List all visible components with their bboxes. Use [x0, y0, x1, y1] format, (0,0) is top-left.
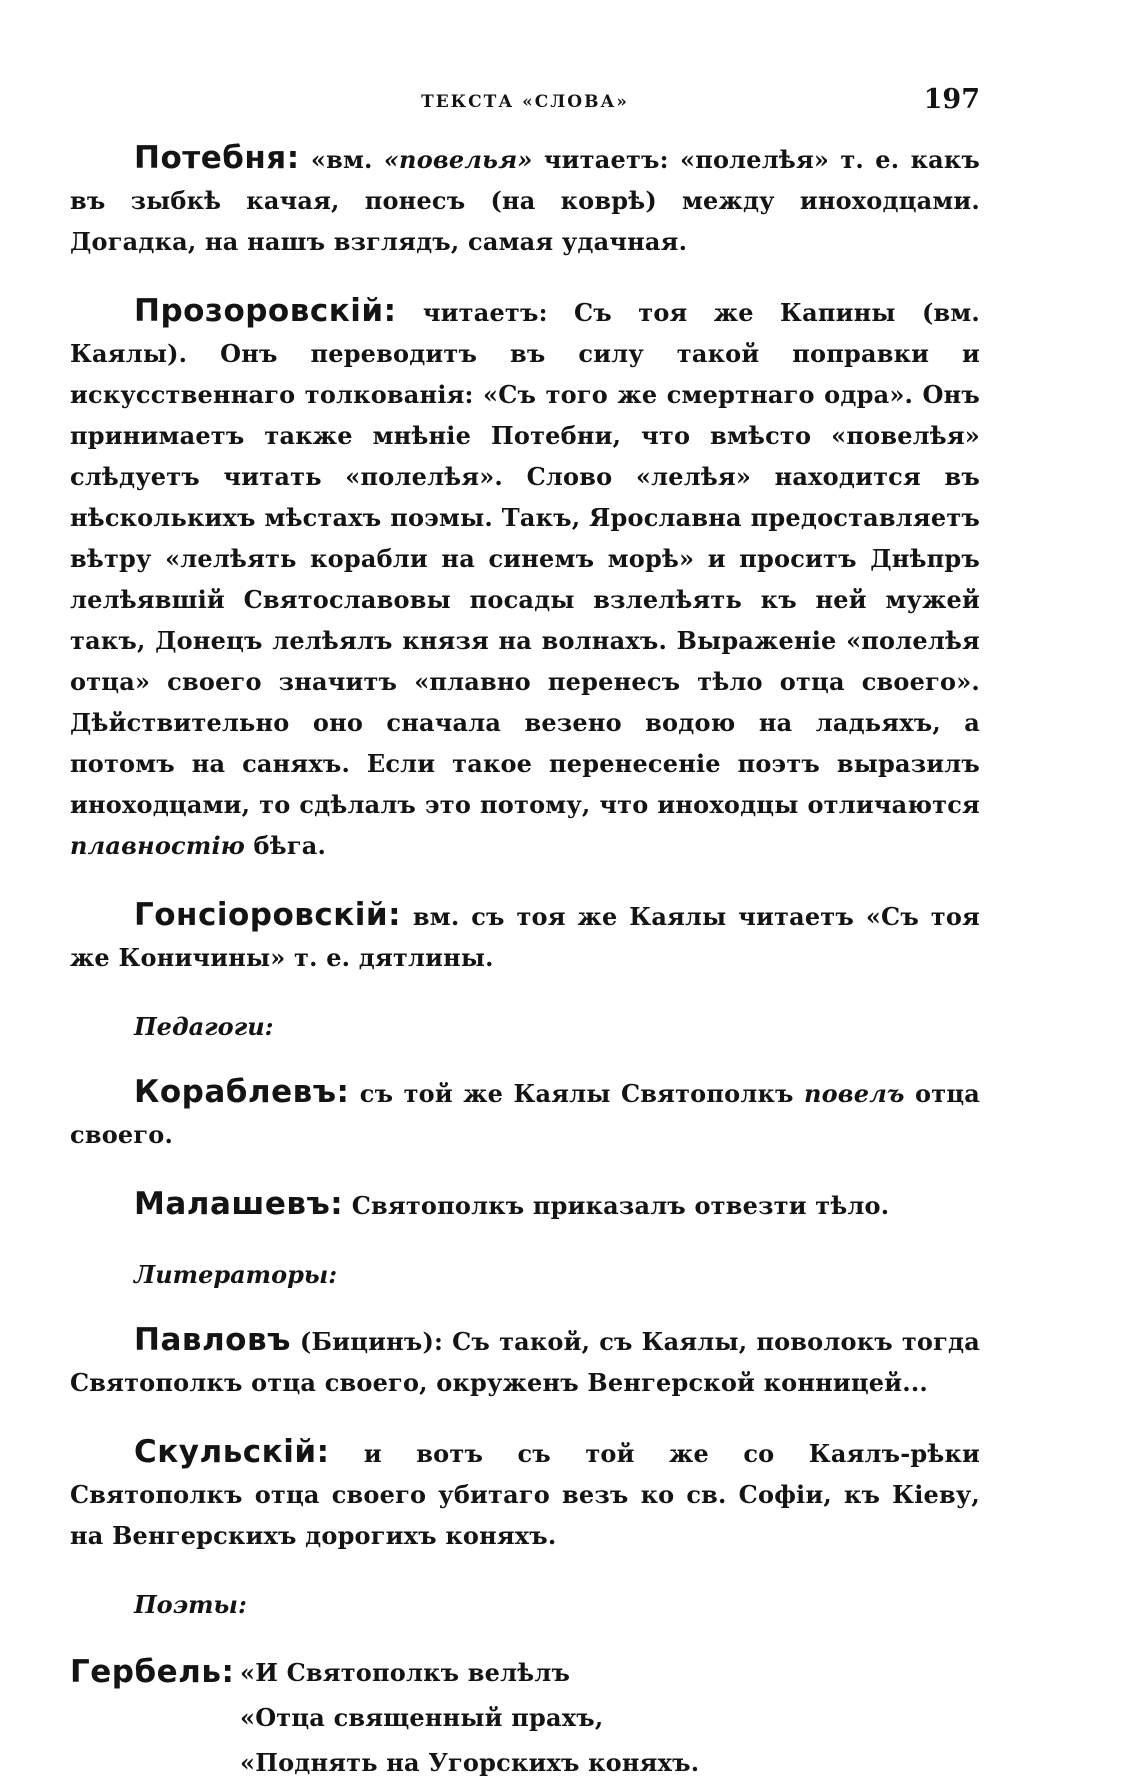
entry-text: читаетъ: «полелѣя» т. е. какъ въ зыбкѣ качая, понесъ (на коврѣ) между иноходцами. Догадка, на нашъ взглядъ, самая удачная.	[70, 145, 980, 256]
entry-gerbel	[70, 1650, 980, 1790]
running-title: ТЕКСТА «СЛОВА»	[421, 92, 629, 112]
entry-gonsiorovsky	[70, 895, 980, 978]
emphasis-text: плавностію	[70, 831, 245, 860]
author-name: Прозоровскій:	[134, 293, 397, 329]
page-number: 197	[923, 84, 980, 115]
poem-line: «Поднять на Угорскихъ коняхъ.	[240, 1748, 700, 1777]
entry-text: «вм.	[299, 145, 384, 174]
poem-line: «Отца священный прахъ,	[240, 1703, 604, 1732]
section-heading-poets: Поэты:	[134, 1590, 247, 1619]
entry-text: отца своего.	[70, 1079, 980, 1149]
entry-pavlov	[70, 1320, 980, 1403]
entry-text: бѣга.	[245, 831, 327, 860]
author-name: Гербель:	[70, 1654, 235, 1690]
entry-text: Святополкъ приказалъ отвезти тѣло.	[343, 1191, 890, 1220]
emphasis-text: повелъ	[803, 1079, 905, 1108]
entry-malashev	[70, 1184, 980, 1226]
body-text	[70, 138, 980, 1790]
entry-text: и вотъ съ той же со Каялъ-рѣки Святополкъ отца своего убитаго везъ ко св. Софіи, къ Кіеву, на Венгерскихъ дорогихъ коняхъ.	[70, 1439, 980, 1550]
entry-text: вм. съ тоя же Каялы читаетъ «Съ тоя же Коничины» т. е. дятлины.	[70, 902, 980, 972]
author-name: Гонсіоровскій:	[134, 897, 402, 933]
poem-quote	[240, 1650, 699, 1785]
entry-text: читаетъ: Съ тоя же Капины (вм. Каялы). Онъ переводитъ въ силу такой поправки и искусственнаго толкованія: «Съ того же смертнаго одра». Онъ принимаетъ также мнѣніе Потебни, что вмѣсто «повелѣя» слѣдуетъ читать «полелѣя». Слово «лелѣя» находится въ нѣсколькихъ мѣстахъ поэмы. Такъ, Ярославна предоставляетъ вѣтру «лелѣять корабли на синемъ морѣ» и проситъ Днѣпръ лелѣявшій Святославовы посады взлелѣять къ ней мужей такъ, Донецъ лелѣялъ князя на волнахъ. Выраженіе «полелѣя отца» своего значитъ «плавно перенесъ тѣло отца своего». Дѣйствительно оно сначала везено водою на ладьяхъ, а потомъ на саняхъ. Если такое перенесеніе поэтъ выразилъ иноходцами, то сдѣлалъ это потому, что иноходцы отличаются	[70, 298, 980, 819]
entry-potebnya	[70, 138, 980, 262]
author-name: Потебня:	[134, 140, 300, 176]
entry-korablev	[70, 1072, 980, 1155]
entry-skulsky	[70, 1432, 980, 1556]
entry-text: съ той же Каялы Святополкъ	[349, 1079, 804, 1108]
entry-prozorovsky	[70, 291, 980, 866]
emphasis-text: «повелья»	[383, 145, 533, 174]
running-head	[70, 84, 980, 120]
author-name: Малашевъ:	[134, 1186, 344, 1222]
section-heading-pedagogues: Педагоги:	[134, 1012, 274, 1041]
author-name: Кораблевъ:	[134, 1074, 350, 1110]
section-heading-literators: Литераторы:	[134, 1260, 338, 1289]
poem-line: «И Святополкъ велѣлъ	[240, 1658, 571, 1687]
author-name: Павловъ	[134, 1322, 291, 1358]
author-name: Скульскій:	[134, 1434, 330, 1470]
entry-text: (Бицинъ): Съ такой, съ Каялы, поволокъ тогда Святополкъ отца своего, окруженъ Венгерской конницей...	[70, 1327, 980, 1397]
